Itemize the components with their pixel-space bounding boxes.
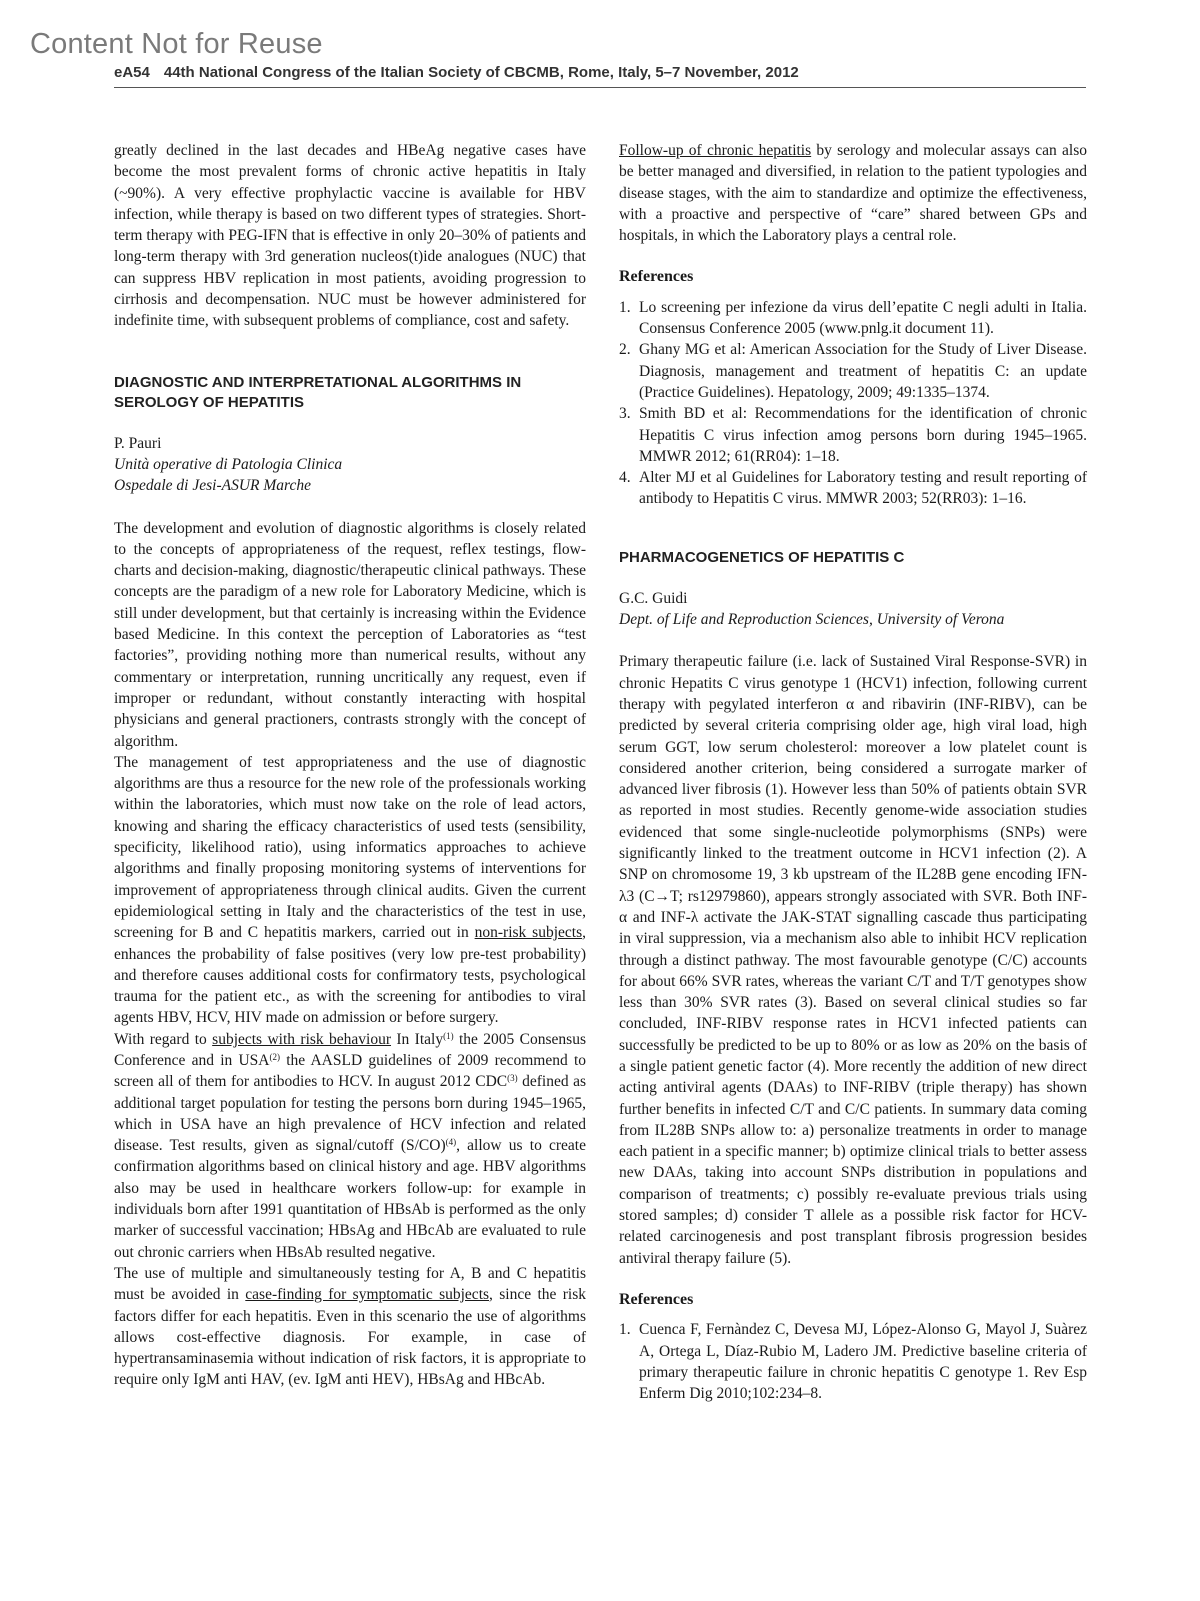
author-guidi: G.C. Guidi [619, 589, 688, 607]
reference-item: 1. Cuenca F, Fernàndez C, Devesa MJ, López-Alonso G, Mayol J, Suàrez A, Ortega L, Díaz-Rubio M, Ladero JM. Predictive baseline criteria of primary therapeutic failure in chronic hepatitis C genotype 1. Rev Esp Enferm Dig 2010;102:234–8. [619, 1321, 1087, 1403]
citation-3: (3) [507, 1073, 518, 1084]
follow-up-term: Follow-up of chronic hepatitis [619, 142, 812, 159]
affiliation-line-2: Ospedale di Jesi-ASUR Marche [114, 477, 311, 495]
reference-item: 3. Smith BD et al: Recommendations for the identification of chronic Hepatitis C virus infection amog persons born during 1945–1965. MMWR 2012; 61(RR04): 1–18. [619, 405, 1087, 465]
risk-behaviour-term: subjects with risk behaviour [212, 1030, 392, 1048]
reference-item: 4. Alter MJ et al Guidelines for Laboratory testing and result reporting of antibody to Hepatitis C virus. MMWR 2003; 52(RR03): 1–16. [619, 469, 1087, 508]
section-title-pharmacogenetics: PHARMACOGENETICS OF HEPATITIS C [619, 548, 905, 566]
paragraph-multiple-testing: The use of multiple and simultaneously testing for A, B and C hepatitis must be avoided in case-finding for symptomatic subjects, since the risk factors differ for each hepatitis. Even in this scenario the use of algorithms allows cost-effective diagnosis. For example, in case of hypertransaminasemia without indication of risk factors, it is appropriate to require only IgM anti HAV, (ev. IgM anti HEV), HBsAg and HBcAb. [114, 1264, 586, 1389]
paragraph-follow-up: Follow-up of chronic hepatitis by serology and molecular assays can also be better managed and diversified, in relation to the patient typologies and disease stages, with the aim to standardize and optimize the effectiveness, with a proactive and perspective of “care” shared between GPs and hospitals, in which the Laboratory plays a central role. [619, 142, 1087, 245]
citation-4: (4) [445, 1137, 457, 1148]
paragraph-appropriateness: The management of test appropriateness and the use of diagnostic algorithms are thus a resource for the new role of the professionals working within the laboratories, which must now take on the role of lead actors, knowing and sharing the efficacy characteristics of used tests (sensibility, specificity, likelihood ratio), using informatics approaches to achieve algorithms and finally proposing monitoring systems of interventions for improvement of appropriateness through clinical audits. Given the current epidemiological setting in Italy and the characteristics of the test in use, screening for B and C hepatitis markers, carried out in non-risk subjects, enhances the probability of false positives (very low pre-test probability) and therefore causes additional costs for confirmatory tests, psychological trauma for the patient etc., as with the screening for antibodies to viral agents HBV, HCV, HIV made on admission or before surgery. [114, 753, 586, 1027]
citation-2: (2) [269, 1051, 280, 1062]
references-list [619, 297, 1087, 510]
reference-item: 2. Ghany MG et al: American Association for the Study of Liver Disease. Diagnosis, management and treatment of hepatitis C: an update (Practice Guidelines). Hepatology, 2009; 49:1335–1374. [619, 341, 1087, 401]
watermark: Content Not for Reuse [30, 28, 323, 60]
paragraph-risk-behaviour: With regard to subjects with risk behaviour In Italy$^{(1)}$ the 2005 Consensus Conference and in USA$^{(2)}$ the AASLD guidelines of 2009 recommend to screen all of them for antibodies to HCV. In august 2012 CDC$^{(3)}$ defined as additional target population for testing the persons born during 1945–1965, which in USA have an high prevalence of HCV infection and related disease. Test results, given as signal/cutoff $(S/CO)^{(4)}$, allow us to create confirmation algorithms based on clinical history and age. HBV algorithms also may be used in healthcare workers follow-up: for example in individuals born after 1991 quantitation of HBsAb is performed as the only marker of successful vaccination; HBsAg and HBcAb are evaluated to rule out chronic carriers when HBsAb resulted negative. [114, 1030, 587, 1261]
page-number: eA54 [114, 64, 150, 81]
author-pauri: P. Pauri [114, 434, 162, 452]
references-heading: References [619, 268, 694, 286]
citation-1: (1) [443, 1030, 454, 1041]
affiliation-verona: Dept. of Life and Reproduction Sciences, University of Verona [619, 611, 1005, 629]
reference-item: 1. Lo screening per infezione da virus dell’epatite C negli adulti in Italia. Consensus Conference 2005 (www.pnlg.it document 11). [619, 298, 1087, 338]
case-finding-term: case-finding for symptomatic subjects [245, 1286, 490, 1304]
paragraph-algorithms: The development and evolution of diagnostic algorithms is closely related to the concepts of appropriateness of the request, reflex testings, flow-charts and decision-making, diagnostic/therapeutic clinical pathways. These concepts are the paradigm of a new role for Laboratory Medicine, which is still under development, but that certainly is increasing within the Evidence based Medicine. In this context the perception of Laboratories as “test factories”, providing nothing more than numerical results, without any commentary or interpretation, running uncritically any request, even if improper or redundant, without constantly interacting with hospital physicians and general practioners, contrasts strongly with the concept of algorithm. [114, 519, 586, 750]
affiliation-line-1: Unità operative di Patologia Clinica [114, 455, 343, 473]
non-risk-subjects-term: non-risk subjects [474, 924, 583, 942]
left-column [114, 140, 586, 1391]
references-list-2 [619, 1319, 1087, 1404]
right-column [619, 140, 1087, 1404]
paragraph-pharmacogenetics: Primary therapeutic failure (i.e. lack of Sustained Viral Response-SVR) in chronic Hepatits C virus genotype 1 (HCV1) infection, following current therapy with pegylated interferon α and ribavirin (INF-RIBV), can be predicted by several criteria comprising older age, high viral load, high serum GGT, low serum cholesterol: moreover a low platelet count is considered another criterion, being considered a surrogate marker of advanced liver fibrosis (1). However less than 50% of patients obtain SVR as reported in most studies. Recently genome-wide association studies evidenced that some single-nucleotide polymorphisms (SNPs) were significantly linked to the treatment outcome in HCV1 infection (2). A SNP on chromosome 19, 3 kb upstream of the IL28B gene encoding IFN-λ3 (C→T; rs12979860), appears strongly associated with SVR. Both INF-α and INF-λ activate the JAK-STAT signalling cascade thus participating in viral suppression, via a mechanism also able to inhibit HCV replication through a distinct pathway. The most favourable genotype (C/C) accounts for about 66% SVR rates, whereas the variant C/T and T/T genotypes show less than 30% SVR rates (3). Based on several clinical studies so far concluded, INF-RIBV response rates in HCV1 infected patients can successfully be predicted to be up to 80% or as low as 20% on the basis of a single patient genetic factor (4). More recently the addition of new direct acting antiviral agents (DAAs) to INF-RIBV (triple therapy) has shown further benefits in infected C/T and C/C patients. In summary data coming from IL28B SNPs allow to: a) personalize treatments in order to manage each patient in a specific manner; b) optimize clinical trials to better assess new DAAs, taking into account SNPs distribution in populations and comparison of treatments; c) possibly re-evaluate previous trials using stored samples; d) consider T allele as a possible risk factor for HCV-related carcinogenesis and post transplant fibrosis progression besides antiviral therapy failure (5). [619, 653, 1087, 1267]
journal-line: 44th National Congress of the Italian Society of CBCMB, Rome, Italy, 5–7 November, 2012 [163, 64, 799, 81]
intro-paragraph: greatly declined in the last decades and HBeAg negative cases have become the most prevalent forms of chronic active hepatitis in Italy (~90%). A very effective prophylactic vaccine is available for HBV infection, while therapy is based on two different types of strategies. Short-term therapy with PEG-IFN that is effective in only 20–30% of patients and long-term therapy with 3rd generation nucleos(t)ide analogues (NUC) that can suppress HBV replication in most patients, avoiding progression to cirrhosis and decompensation. NUC must be however administered for indefinite time, with subsequent problems of compliance, cost and safety. [114, 142, 586, 330]
section-title-diagnostic: DIAGNOSTIC AND INTERPRETATIONAL ALGORITHMS IN SEROLOGY OF HEPATITIS [114, 373, 522, 411]
references-heading-2: References [619, 1290, 694, 1308]
running-header [114, 64, 1086, 88]
